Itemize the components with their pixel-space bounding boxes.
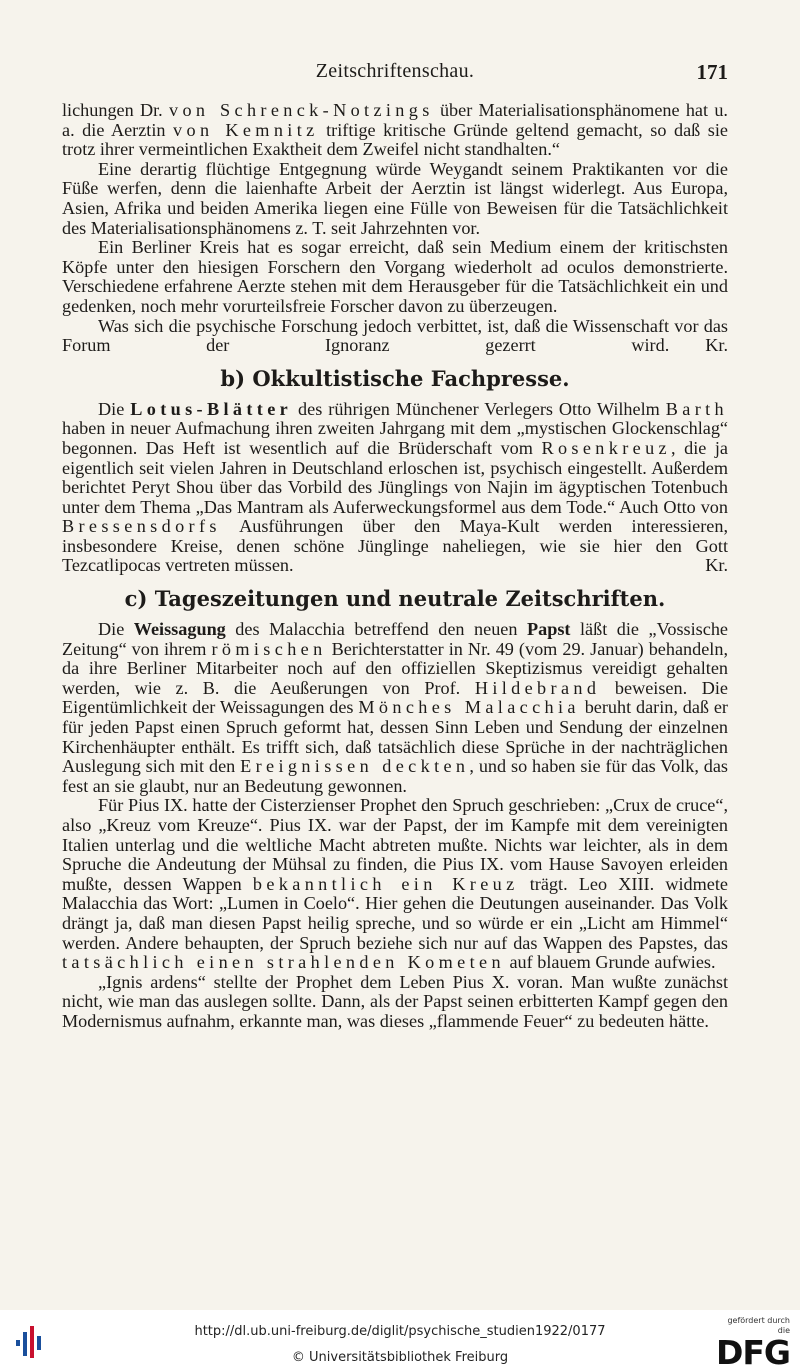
- paragraph: Eine derartig flüchtige Entgegnung würde Weygandt seinem Praktikanten vor die Füße werfen, denn die laienhafte Arbeit der Aerztin ist längst widerlegt. Aus Europa, Asien, Afrika und beiden Amerika liegen eine Fülle von Beweisen für die Tatsächlichkeit des Materialisationsphänomens z. T. seit Jahrzehnten vor.: [62, 158, 728, 238]
- spaced-name: Bressensdorfs: [62, 516, 221, 537]
- page-header: [62, 60, 728, 90]
- spaced-name: Mönches Malacchia: [358, 697, 580, 718]
- bold-term: Papst: [527, 619, 571, 640]
- spaced-text: römischen: [211, 638, 327, 659]
- dfg-logo: DFG: [716, 1333, 791, 1372]
- paragraph: Für Pius IX. hatte der Cisterzienser Prophet den Spruch geschrieben: „Crux de cruce“, also „Kreuz vom Kreuze“. Pius IX. war der Papst, der im Kampfe mit dem vereinigten Italien unterlag und die weltliche Macht abtreten mußte. Nichts war leichter, als in dem Spruche die Andeutung der Mühsal zu finden, die Pius IX. vom Hause Savoyen erleiden mußte, dessen Wappen bekanntlich ein Kreuz trägt. Leo XIII. widmete Malacchia das Wort: „Lumen in Coelo“. Hier gehen die Deutungen auseinander. Das Volk drängt ja, daß man diesen Papst heilig spreche, und so würde er ein „Licht am Himmel“ werden. Andere behaupten, der Spruch beziehe sich nur auf das Wappen des Papstes, das tatsächlich einen strahlenden Kometen auf blauem Grunde aufwies.: [62, 795, 728, 973]
- paragraph: „Ignis ardens“ stellte der Prophet dem Leben Pius X. voran. Man wußte zunächst nicht, wie man das auslegen sollte. Dann, als der Papst seinen erbitterten Kampf gegen den Modernismus aufnahm, erkannte man, was dieses „flammende Feuer“ zu bedeuten hätte.: [62, 971, 728, 1031]
- page-number: 171: [696, 60, 728, 84]
- signature: Kr.: [705, 335, 728, 356]
- paragraph-continuation: lichungen Dr. von Schrenck-Notzings über Materialisationsphänomene hat u. a. die Aerztin von Kemnitz triftige kritische Gründe geltend gemacht, so daß sie trotz ihrer vermeintlichen Exaktheit dem Zweifel nicht standhalten.“: [62, 100, 728, 160]
- permalink-url[interactable]: http://dl.ub.uni-freiburg.de/diglit/psychische_studien1922/0177: [194, 1324, 606, 1339]
- spaced-name: von Kemnitz: [173, 119, 319, 140]
- dfg-logo-block: [716, 1316, 790, 1370]
- spaced-name: von Schrenck-Notzings: [169, 100, 434, 120]
- running-head: Zeitschriftenschau.: [315, 60, 475, 82]
- paragraph: Die Lotus-Blätter des rührigen Münchener Verlegers Otto Wilhelm Barth haben in neuer Aufmachung ihren zweiten Jahrgang mit dem „mystischen Glockenschlag“ begonnen. Das Heft ist wesentlich auf die Brüderschaft vom Rosenkreuz, die ja eigentlich seit vielen Jahren in Deutschland erloschen ist, psychisch eingestellt. Außerdem berichtet Peryt Shou über das Vorbild des Jünglings von Najin im ägyptischen Totenbuch unter dem Thema „Das Mantram als Auferweckungsformel aus dem Tode.“ Auch Otto von Bressensdorfs Ausführungen über den Maya-Kult werden interessieren, insbesondere Kreise, denen schöne Jünglinge naheliegen, wie sie hier den Gott Tezcatlipocas vertreten müssen. Kr.: [62, 398, 729, 576]
- bold-term: Weissagung: [133, 619, 226, 640]
- spaced-name: Rosenkreuz: [541, 437, 671, 458]
- spaced-text: Ereignissen deckten: [240, 756, 470, 777]
- section-heading-b: b) Okkultistische Fachpresse.: [220, 365, 570, 391]
- spaced-text: bekanntlich ein Kreuz: [252, 873, 519, 894]
- page-body: [62, 101, 728, 1032]
- spaced-name: Barth: [665, 398, 729, 419]
- dfg-caption: gefördert durch die: [727, 1316, 790, 1335]
- spaced-name: Hildebrand: [474, 677, 601, 698]
- paragraph: Die Weissagung des Malacchia betreffend den neuen Papst läßt die „Vossische Zeitung“ von ihrem römischen Berichterstatter in Nr. 49 (vom 29. Januar) behandeln, da ihre Berliner Mitarbeiter noch auf den offiziellen Skeptizismus vereidigt gehalten werden, wie z. B. die Aeußerungen von Prof. Hildebrand beweisen. Die Eigentümlichkeit der Weissagungen des Mönches Malacchia beruht darin, daß er für jeden Papst einen Spruch geformt hat, dessen Sinn Leben und Sendung der einzelnen Kirchenhäupter enthält. Es trifft sich, daß tatsächlich diese Sprüche in der nachträglichen Auslegung sich mit den Ereignissen deckten, und so haben sie für das Volk, das fest an sie glaubt, nur an Bedeutung gewonnen.: [62, 619, 728, 796]
- copyright-notice: © Universitätsbibliothek Freiburg: [291, 1350, 509, 1365]
- paragraph: Was sich die psychische Forschung jedoch verbittet, ist, daß die Wissenschaft vor das Forum der Ignoranz gezerrt wird. Kr.: [62, 315, 728, 356]
- paragraph: Ein Berliner Kreis hat es sogar erreicht, daß sein Medium einem der kritischsten Köpfe unter den hiesigen Forschern den Vorgang wiederholt ad oculos demonstrierte. Verschiedene erfahrene Aerzte stehen mit dem Herausgeber für die Tatsächlichkeit ein und gedenken, noch mehr vorurteilsfreie Forscher davon zu überzeugen.: [62, 237, 728, 316]
- section-heading-c: c) Tageszeitungen und neutrale Zeitschriften.: [124, 586, 666, 612]
- journal-name: Lotus-Blätter: [130, 398, 293, 419]
- signature: Kr.: [705, 555, 728, 576]
- spaced-text: tatsächlich einen strahlenden Kometen: [62, 952, 505, 973]
